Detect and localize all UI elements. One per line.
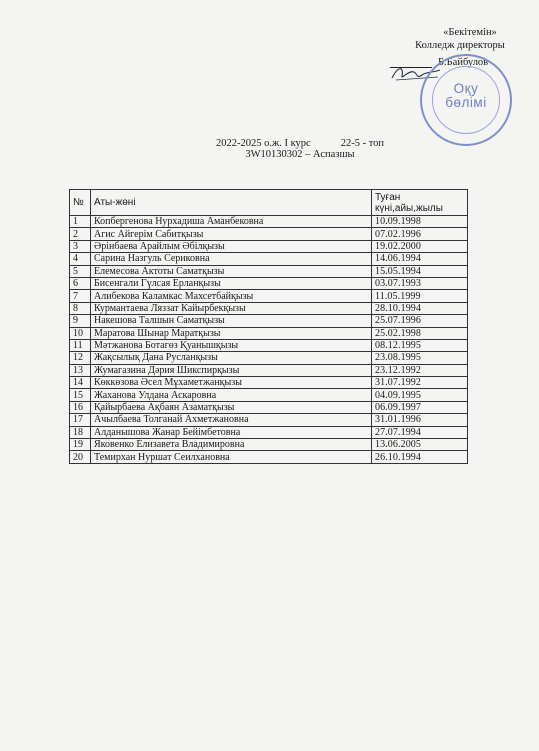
students-table <box>69 189 468 464</box>
cell-name: Яковенко Елизавета Владимировна <box>91 439 372 451</box>
cell-number: 11 <box>70 339 91 351</box>
cell-number: 9 <box>70 315 91 327</box>
table-row <box>70 290 468 302</box>
cell-name: Қайырбаева Ақбаян Азаматқызы <box>91 401 372 413</box>
table-row <box>70 265 468 277</box>
cell-number: 18 <box>70 426 91 438</box>
cell-dob: 28.10.1994 <box>372 302 468 314</box>
cell-number: 2 <box>70 228 91 240</box>
cell-name: Копбергенова Нурхадиша Аманбековна <box>91 216 372 228</box>
table-row <box>70 240 468 252</box>
cell-number: 12 <box>70 352 91 364</box>
table-row <box>70 389 468 401</box>
cell-number: 17 <box>70 414 91 426</box>
table-row <box>70 302 468 314</box>
cell-number: 19 <box>70 439 91 451</box>
cell-name: Темирхан Нуршат Сеилхановна <box>91 451 372 463</box>
cell-number: 10 <box>70 327 91 339</box>
table-row <box>70 439 468 451</box>
approval-position: Колледж директоры <box>415 40 505 51</box>
group-label: 22-5 - топ <box>340 138 385 149</box>
cell-number: 4 <box>70 253 91 265</box>
table-row <box>70 414 468 426</box>
table-row <box>70 352 468 364</box>
approval-title: «Бекітемін» <box>443 27 497 38</box>
cell-dob: 19.02.2000 <box>372 240 468 252</box>
stamp-line-1: Оқу <box>453 81 479 96</box>
table-header-row <box>70 190 468 216</box>
table-row <box>70 339 468 351</box>
table-row <box>70 216 468 228</box>
cell-dob: 08.12.1995 <box>372 339 468 351</box>
cell-name: Көккөзова Әсел Мұхаметжанқызы <box>91 377 372 389</box>
cell-dob: 23.08.1995 <box>372 352 468 364</box>
cell-dob: 11.05.1999 <box>372 290 468 302</box>
header-dob: Туған күні,айы,жылы <box>372 190 468 216</box>
cell-name: Сарина Назгуль Сериковна <box>91 253 372 265</box>
cell-dob: 25.02.1998 <box>372 327 468 339</box>
table-row <box>70 277 468 289</box>
cell-dob: 26.10.1994 <box>372 451 468 463</box>
cell-number: 1 <box>70 216 91 228</box>
cell-dob: 31.07.1992 <box>372 377 468 389</box>
cell-number: 5 <box>70 265 91 277</box>
cell-name: Елемесова Актоты Саматқызы <box>91 265 372 277</box>
document-heading <box>150 138 450 160</box>
institution-stamp <box>420 54 512 146</box>
cell-dob: 27.07.1994 <box>372 426 468 438</box>
cell-dob: 07.02.1996 <box>372 228 468 240</box>
cell-dob: 15.05.1994 <box>372 265 468 277</box>
cell-number: 15 <box>70 389 91 401</box>
table-row <box>70 451 468 463</box>
cell-number: 7 <box>70 290 91 302</box>
cell-number: 14 <box>70 377 91 389</box>
cell-number: 3 <box>70 240 91 252</box>
table-row <box>70 401 468 413</box>
cell-dob: 03.07.1993 <box>372 277 468 289</box>
cell-dob: 31.01.1996 <box>372 414 468 426</box>
cell-name: Алданышова Жанар Бейімбетовна <box>91 426 372 438</box>
cell-dob: 06.09.1997 <box>372 401 468 413</box>
specialty-label: 3W10130302 – Аспазшы <box>245 149 355 160</box>
cell-name: Жаханова Улдана Аскаровна <box>91 389 372 401</box>
cell-dob: 25.07.1996 <box>372 315 468 327</box>
cell-name: Әрінбаева Арайлым Әбілқызы <box>91 240 372 252</box>
cell-name: Жақсылық Дана Русланқызы <box>91 352 372 364</box>
table-row <box>70 228 468 240</box>
cell-name: Бисенгали Гүлсая Ерланқызы <box>91 277 372 289</box>
cell-name: Курмантаева Ляззат Кайырбекқызы <box>91 302 372 314</box>
cell-name: Алибекова Каламкас Махсетбайқызы <box>91 290 372 302</box>
stamp-center-text <box>422 82 510 110</box>
cell-dob: 23.12.1992 <box>372 364 468 376</box>
table-row <box>70 253 468 265</box>
cell-name: Накешова Талшын Саматқызы <box>91 315 372 327</box>
table-row <box>70 426 468 438</box>
cell-dob: 13.06.2005 <box>372 439 468 451</box>
table-row <box>70 315 468 327</box>
cell-number: 20 <box>70 451 91 463</box>
signer-name: Б.Байбулов <box>438 57 489 68</box>
cell-number: 16 <box>70 401 91 413</box>
table-row <box>70 377 468 389</box>
cell-name: Мәтжанова Ботагөз Қуанышқызы <box>91 339 372 351</box>
cell-name: Жумагазина Дәрия Шикспирқызы <box>91 364 372 376</box>
cell-number: 8 <box>70 302 91 314</box>
cell-number: 6 <box>70 277 91 289</box>
header-number: № <box>70 190 91 216</box>
table-row <box>70 364 468 376</box>
year-course: 2022-2025 о.ж. I курс <box>215 138 311 149</box>
cell-name: Ачылбаева Толганай Ахметжановна <box>91 414 372 426</box>
cell-dob: 10.09.1998 <box>372 216 468 228</box>
cell-name: Агис Айгерім Сабитқызы <box>91 228 372 240</box>
cell-dob: 14.06.1994 <box>372 253 468 265</box>
table-row <box>70 327 468 339</box>
header-name: Аты-жөні <box>91 190 372 216</box>
cell-name: Маратова Шынар Маратқызы <box>91 327 372 339</box>
cell-number: 13 <box>70 364 91 376</box>
cell-dob: 04.09.1995 <box>372 389 468 401</box>
stamp-line-2: бөлімі <box>445 95 487 110</box>
